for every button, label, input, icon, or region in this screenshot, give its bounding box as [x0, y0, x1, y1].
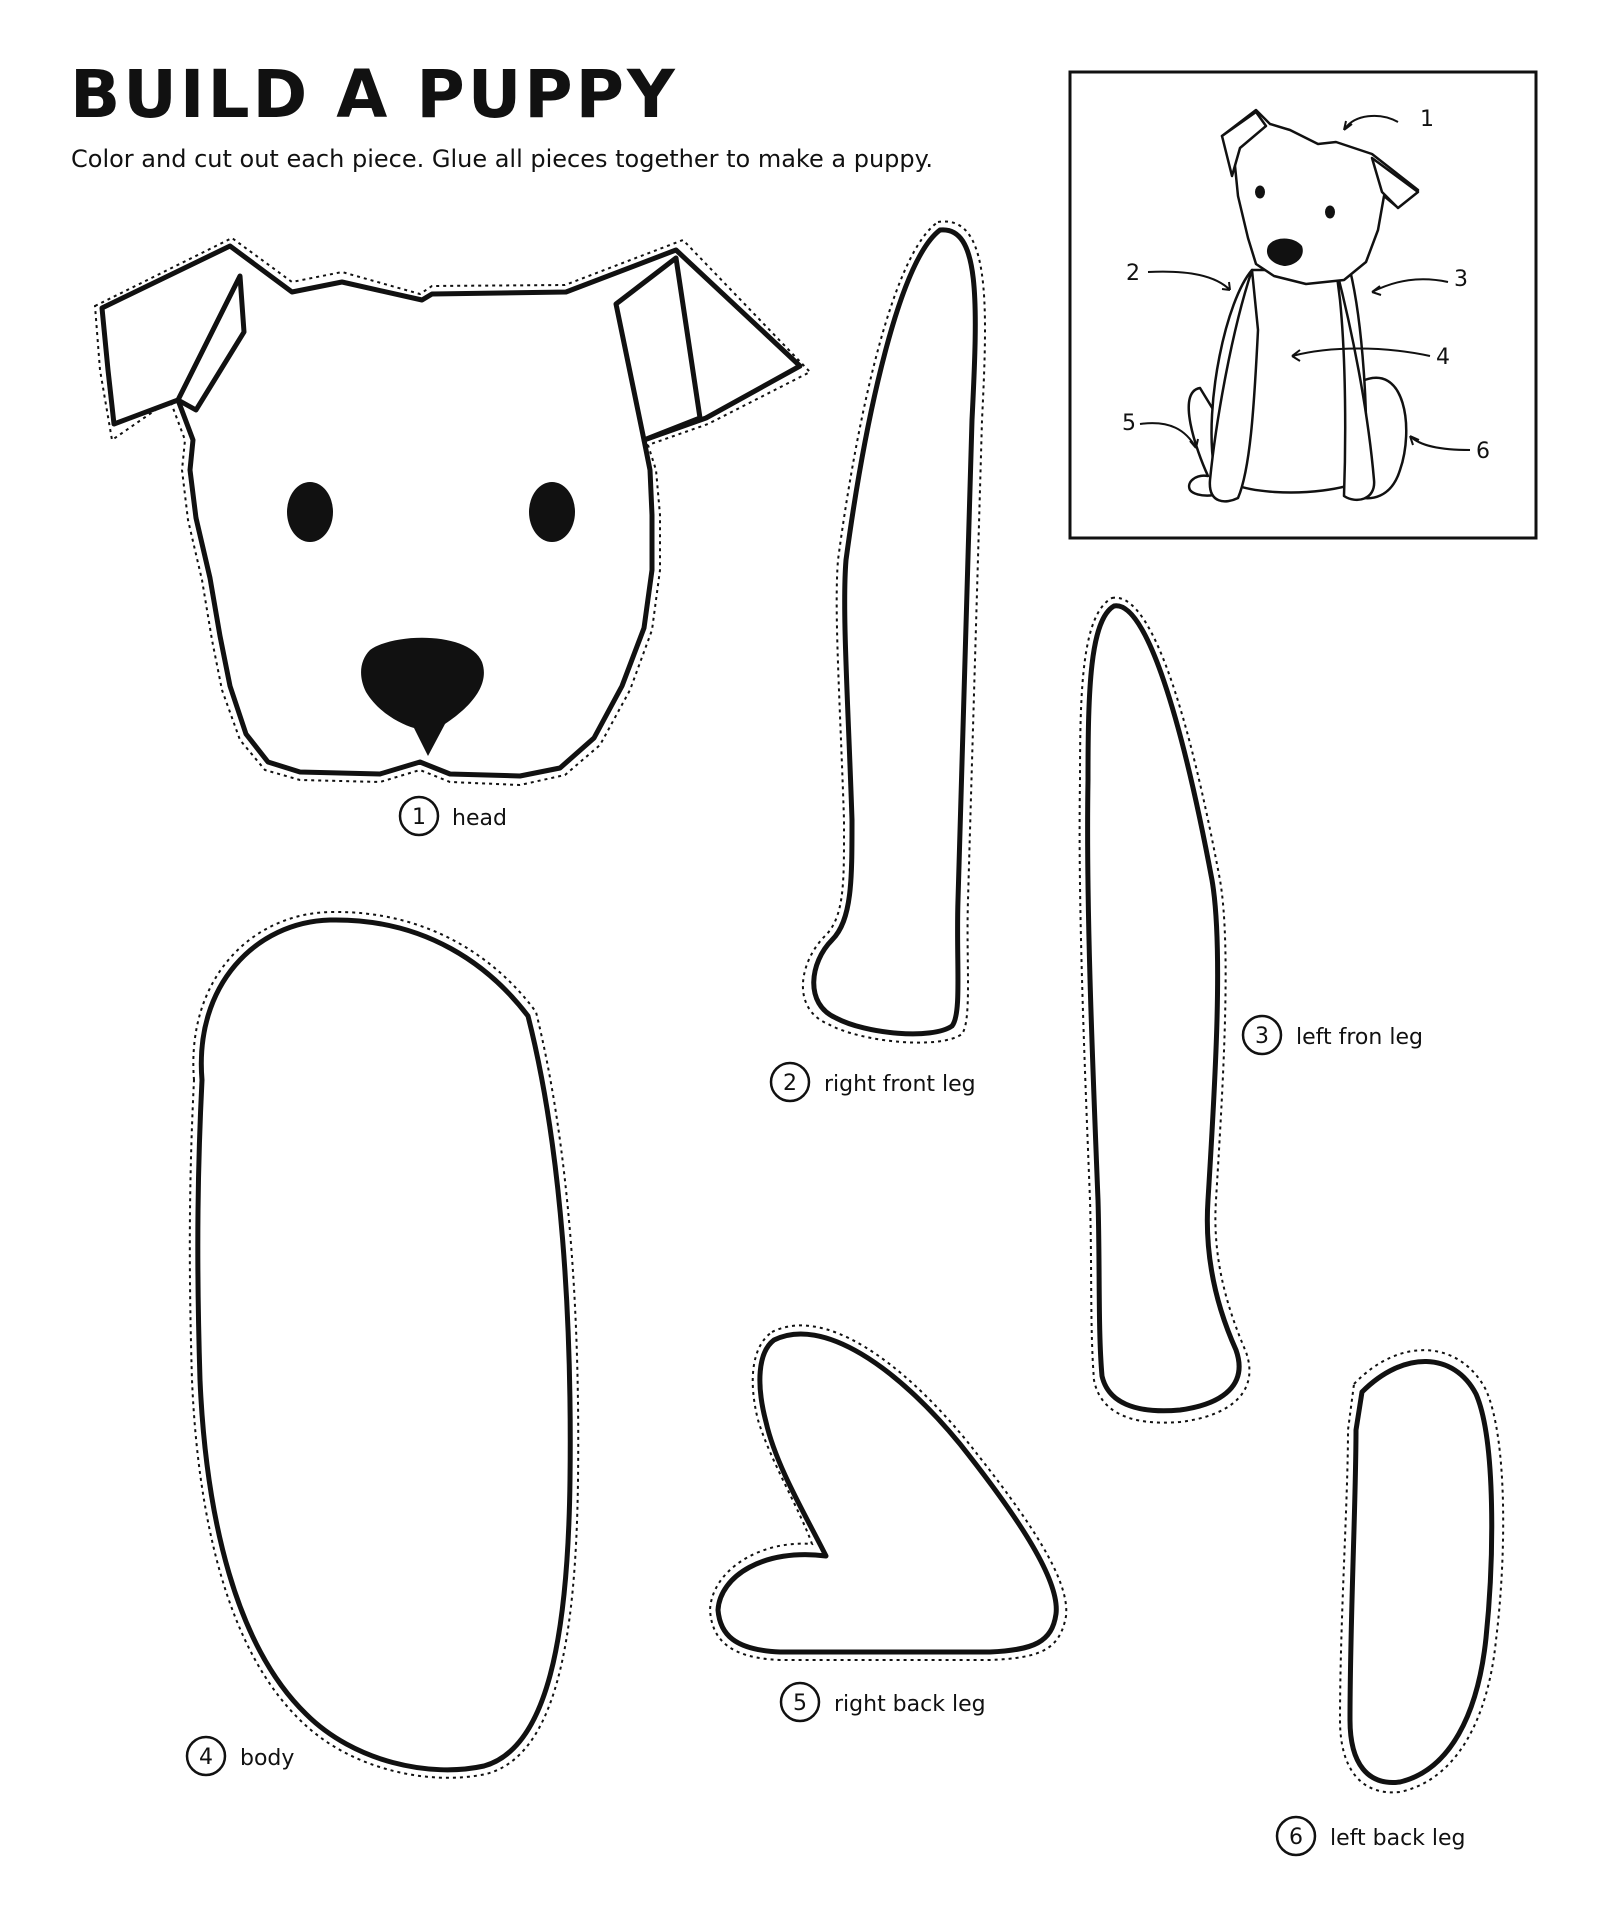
right-back-leg-label — [781, 1683, 986, 1721]
callout-3: 3 — [1454, 267, 1468, 292]
head-piece[interactable] — [95, 238, 810, 785]
callout-2: 2 — [1126, 261, 1140, 286]
callout-1: 1 — [1420, 107, 1434, 132]
left-back-leg-piece[interactable] — [1340, 1350, 1503, 1792]
callout-4: 4 — [1436, 345, 1450, 370]
right-front-leg-label — [771, 1063, 976, 1101]
callout-5: 5 — [1122, 411, 1136, 436]
piece-label: left back leg — [1330, 1826, 1466, 1851]
callout-6: 6 — [1476, 439, 1490, 464]
badge-number: 1 — [412, 805, 426, 830]
badge-number: 5 — [793, 1691, 807, 1716]
badge-number: 4 — [199, 1745, 213, 1770]
piece-label: head — [452, 806, 507, 831]
instructions: Color and cut out each piece. Glue all pieces together to make a puppy. — [71, 145, 934, 173]
left-back-leg-label — [1277, 1817, 1466, 1855]
right-front-leg-piece[interactable] — [803, 221, 985, 1042]
body-label — [187, 1737, 294, 1775]
left-front-leg-piece[interactable] — [1080, 598, 1250, 1423]
piece-label: right back leg — [834, 1692, 986, 1717]
reference-puppy — [1070, 72, 1536, 538]
page-title: BUILD A PUPPY — [70, 56, 678, 133]
piece-label: body — [240, 1746, 295, 1771]
badge-number: 2 — [783, 1071, 797, 1096]
body-piece[interactable] — [190, 912, 578, 1778]
badge-number: 6 — [1289, 1825, 1303, 1850]
left-front-leg-label — [1243, 1016, 1423, 1054]
badge-number: 3 — [1255, 1024, 1269, 1049]
head-label — [400, 797, 507, 835]
piece-label: left fron leg — [1296, 1025, 1423, 1050]
right-back-leg-piece[interactable] — [710, 1325, 1066, 1660]
piece-label: right front leg — [824, 1072, 976, 1097]
